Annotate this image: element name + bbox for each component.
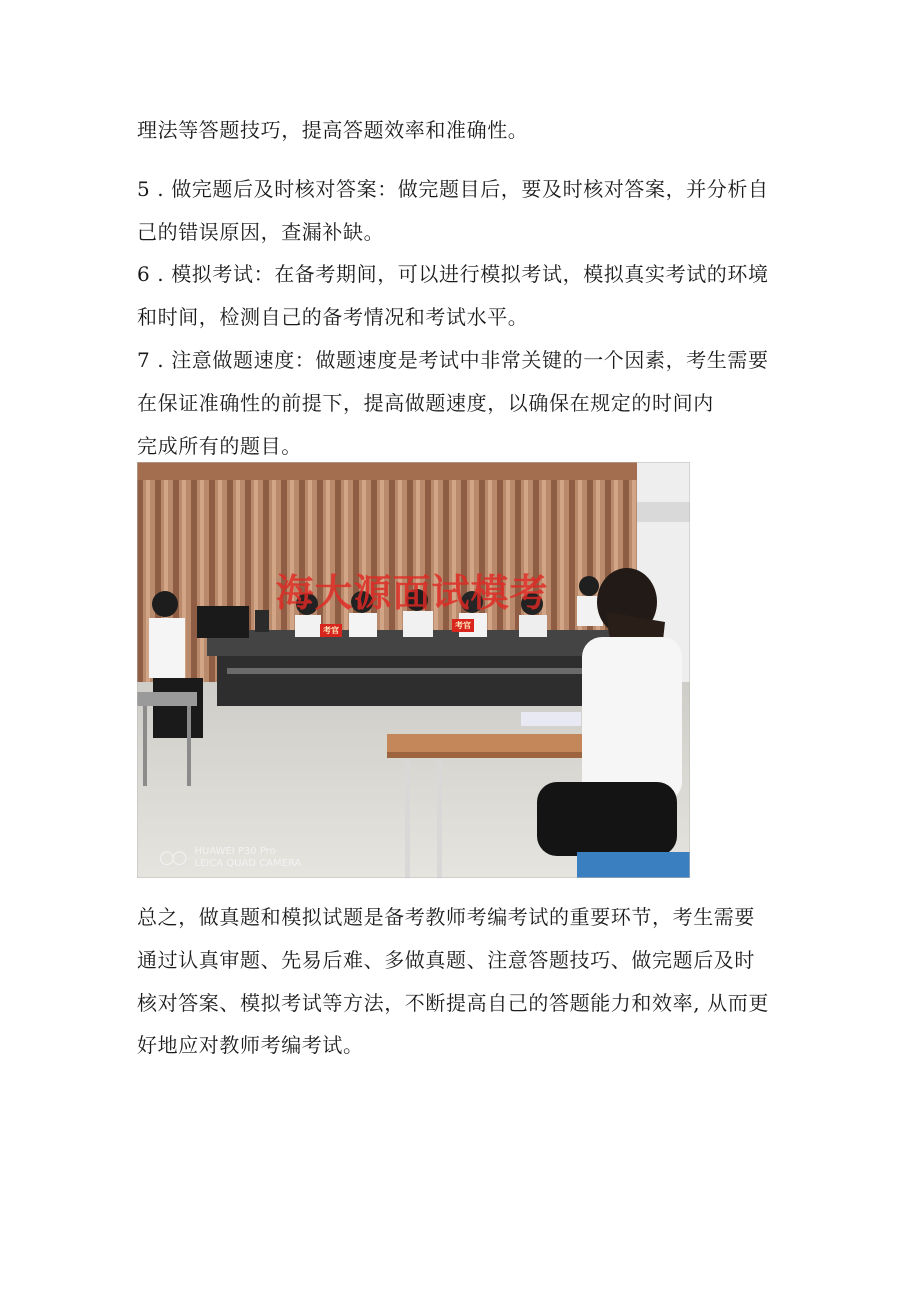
table-name-sign: 考官 (320, 624, 342, 637)
photo-watermark: 海大源面试模考 (275, 571, 549, 615)
summary-line-1: 总之，做真题和模拟试题是备考教师考编考试的重要环节，考生需要 (137, 905, 755, 929)
photo-scene (137, 462, 690, 878)
summary-line-4: 好地应对教师考编考试。 (137, 1033, 364, 1057)
mock-interview-photo (137, 462, 690, 878)
camera-rings-icon: ○○ (159, 847, 185, 868)
list-item-7-line-1: 7 . 注意做题速度：做题速度是考试中非常关键的一个因素，考生需要 (137, 348, 769, 372)
table-name-sign: 考官 (452, 619, 474, 632)
list-item-7-line-3: 完成所有的题目。 (137, 434, 302, 458)
paragraph-line: 理法等答题技巧，提高答题效率和准确性。 (137, 118, 529, 142)
camera-watermark-text (194, 846, 301, 870)
summary-line-2: 通过认真审题、先易后难、多做真题、注意答题技巧、做完题后及时 (137, 948, 755, 972)
camera-model: HUAWEI P30 Pro (194, 846, 276, 857)
camera-watermark (159, 846, 301, 870)
list-item-5-line-1: 5 . 做完题后及时核对答案：做完题目后，要及时核对答案，并分析自 (137, 177, 769, 201)
list-item-6-line-1: 6 . 模拟考试：在备考期间，可以进行模拟考试，模拟真实考试的环境 (137, 262, 769, 286)
list-item-5-line-2: 己的错误原因，查漏补缺。 (137, 220, 385, 244)
list-item-6-line-2: 和时间，检测自己的备考情况和考试水平。 (137, 305, 529, 329)
summary-line-3: 核对答案、模拟考试等方法，不断提高自己的答题能力和效率, 从而更 (137, 991, 769, 1015)
camera-lens: LEICA QUAD CAMERA (194, 858, 302, 869)
list-item-7-line-2: 在保证准确性的前提下，提高做题速度，以确保在规定的时间内 (137, 391, 714, 415)
